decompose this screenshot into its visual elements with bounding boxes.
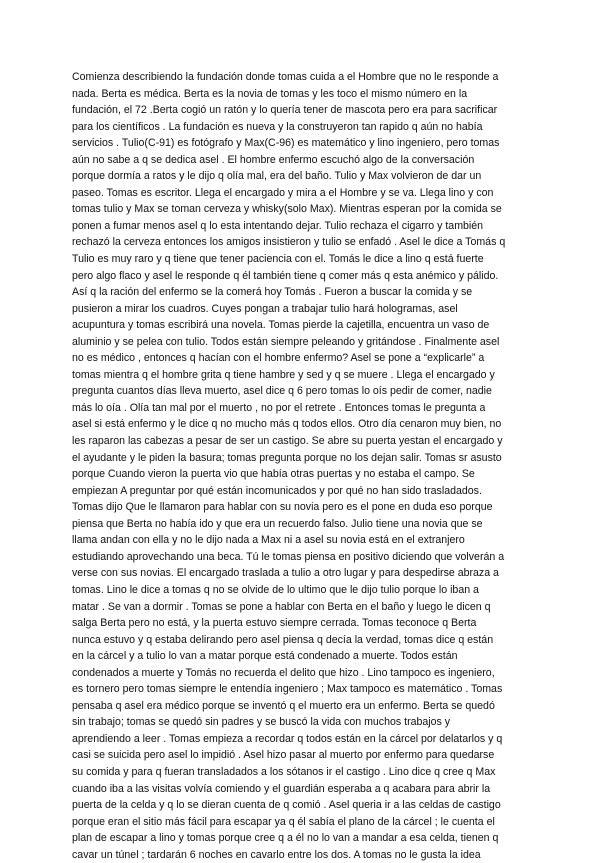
text-line: asel si está enfermo y le dice q no mucho más q todos ellos. Otro día cenaron muy bien, no — [72, 418, 502, 431]
text-line: cuando iba a las visitas volvía comiendo y el guardián esperaba a q acabara para abrir la — [72, 782, 491, 795]
text-line: piensa que Berta no había ido y que era un recuerdo falso. Julio tiene una novia que se — [72, 517, 483, 530]
text-line: matar . Se van a dormir . Tomas se pone a hablar con Berta en el baño y luego le dicen q — [72, 600, 491, 613]
text-line: les raparon las cabezas a pesar de ser un castigo. Se abre su puerta yestan el encargado y — [72, 435, 503, 448]
text-line: nada. Berta es médica. Berta es la novia de tomas y les toco el mismo número en la — [72, 87, 468, 100]
text-line: paseo. Tomas es escritor. Llega el encargado y mira a el Hombre y se va. Llega lino y con — [72, 186, 494, 199]
text-line: pero algo flaco y asel le responde q él también tiene q comer más q esta anémico y pálido. — [72, 269, 499, 282]
text-line: plan de escapar a lino y tomas porque cree q a él no lo van a mandar a esa celda, tienen q — [72, 832, 499, 845]
text-line: estudiando aprovechando una beca. Tú le tomas piensa en positivo diciendo que volverán a — [72, 550, 505, 563]
text-line: pensaba q asel era médico porque se inventó q el muerto era un enfermo. Berta se quedó — [72, 699, 495, 712]
text-line: tomas mientra q el hombre grita q tiene hambre y sed y q se muere . Llega el encargado y — [72, 368, 495, 381]
text-line: llama andan con ella y no le dijo nada a Max ni a asel su novia está en el extranjero — [72, 534, 465, 547]
text-line: empiezan A preguntar por qué están incomunicados y por qué no han sido trasladados. — [72, 484, 482, 497]
text-line: es tornero pero tomas siempre le entendía ingeniero ; Max tampoco es matemático . Tomas — [72, 683, 503, 696]
text-line: casi se suicida pero asel lo impidió . Asel hizo pasar al muerto por enfermo para quedarse — [72, 749, 495, 762]
text-line: condenados a muerte y Tomás no recuerda el delito que hizo . Lino tampoco es ingeniero, — [72, 666, 495, 679]
text-line: acupuntura y tomas escribirá una novela. Tomas pierde la cajetilla, encuentra un vaso de — [72, 319, 490, 332]
text-line: porque eran el sitio más fácil para escapar ya q él sabía el plano de la cárcel ; le cuenta el — [72, 815, 495, 828]
body-paragraph — [72, 69, 532, 863]
text-line: porque Cuando vieron la puerta vio que había otras puertas y no estaba el campo. Se — [72, 468, 475, 481]
text-line: para los científicos . La fundación es nueva y la construyeron tan rapido q aún no había — [72, 120, 483, 133]
text-line: puerta de la celda y q lo se dieran cuenta de q comió . Asel queria ir a las celdas de castigo — [72, 799, 501, 812]
text-line: Así q la ración del enfermo se la comerá hoy Tomás . Fueron a buscar la comida y se — [72, 286, 473, 299]
text-line: aluminio y se pelea con tulio. Todos están siempre peleando y gritándose . Finalmente asel — [72, 335, 500, 348]
text-line: salga Berta pero no está, y la puerta estuvo siempre cerrada. Tomas teconoce q Berta — [72, 617, 477, 630]
text-line: fundación, el 72 .Berta cogió un ratón y lo quería tener de mascota pero era para sacrificar — [72, 104, 498, 117]
text-line: verse con sus novias. El encargado traslada a tulio a otro lugar y para despedirse abraza a — [72, 567, 499, 580]
text-line: rechazó la cerveza entonces los amigos insistieron y tulio se enfadó . Asel le dice a Tomás q — [72, 236, 506, 249]
text-line: Comienza describiendo la fundación donde tomas cuida a el Hombre que no le responde a — [72, 71, 499, 83]
text-line: tomas tulio y Max se toman cerveza y whisky(solo Max). Mientras esperan por la comida se — [72, 203, 502, 216]
text-line: en la cárcel y a tulio lo van a matar porque está condenado a muerte. Todos están — [72, 650, 458, 663]
text-line: pusieron a mirar los cuadros. Cuyes pongan a trabajar tulio hará hologramas, asel — [72, 302, 458, 315]
text-line: porque dormía a ratos y le dijo q olía mal, era del baño. Tulio y Max volvieron de dar un — [72, 170, 482, 183]
text-line: nunca estuvo y q estaba delirando pero asel piensa q decía la verdad, tomas dice q están — [72, 633, 494, 646]
text-line: Tulio es muy raro y q tiene que tener paciencia con el. Tomás le dice a lino q está fuerte — [72, 253, 484, 266]
text-line: tomas. Lino le dice a tomas q no se olvide de lo ultimo que le dijo tulio porque lo iban a — [72, 583, 479, 596]
text-line: servicios . Tulio(C-91) es fotógrafo y Max(C-96) es matemático y lino ingeniero, pero tomas — [72, 137, 500, 150]
text-line: aprendiendo a leer . Tomas empieza a recordar q todos están en la cárcel por delatarlos y q — [72, 732, 503, 745]
text-line: su comida y para q fueran transladados a los sótanos ir el castigo . Lino dice q cree q Max — [72, 765, 496, 778]
text-line: pregunta cuantos días lleva muerto, asel dice q 6 pero tomas lo oís pedir de comer, nadie — [72, 385, 492, 398]
text-line: el ayudante y le piden la basura; tomas pregunta porque no los dejan salir. Tomas sr asusto — [72, 451, 502, 464]
text-line: más lo oía . Olía tan mal por el muerto , no por el retrete . Entonces tomas le pregunta a — [72, 401, 486, 414]
text-line: no es médico , entonces q hacían con el hombre enfermo? Asel se pone a “explicarle” a — [72, 352, 485, 365]
text-line: cavar un túnel ; tardarán 6 noches en cavarlo entre los dos. A tomas no le gusta la idea — [72, 848, 481, 861]
text-line: ponen a fumar menos asel q lo esta intentando dejar. Tulio rechaza el cigarro y también — [72, 219, 484, 232]
text-line: Tomas dijo Que le llamaron para hablar con su novia pero es el pone en duda eso porque — [72, 501, 493, 514]
text-line: aún no sabe a q se dedica asel . El hombre enfermo escuchó algo de la conversación — [72, 153, 475, 166]
text-line: sin trabajo; tomas se quedó sin padres y se buscó la vida con muchos trabajos y — [72, 716, 451, 729]
